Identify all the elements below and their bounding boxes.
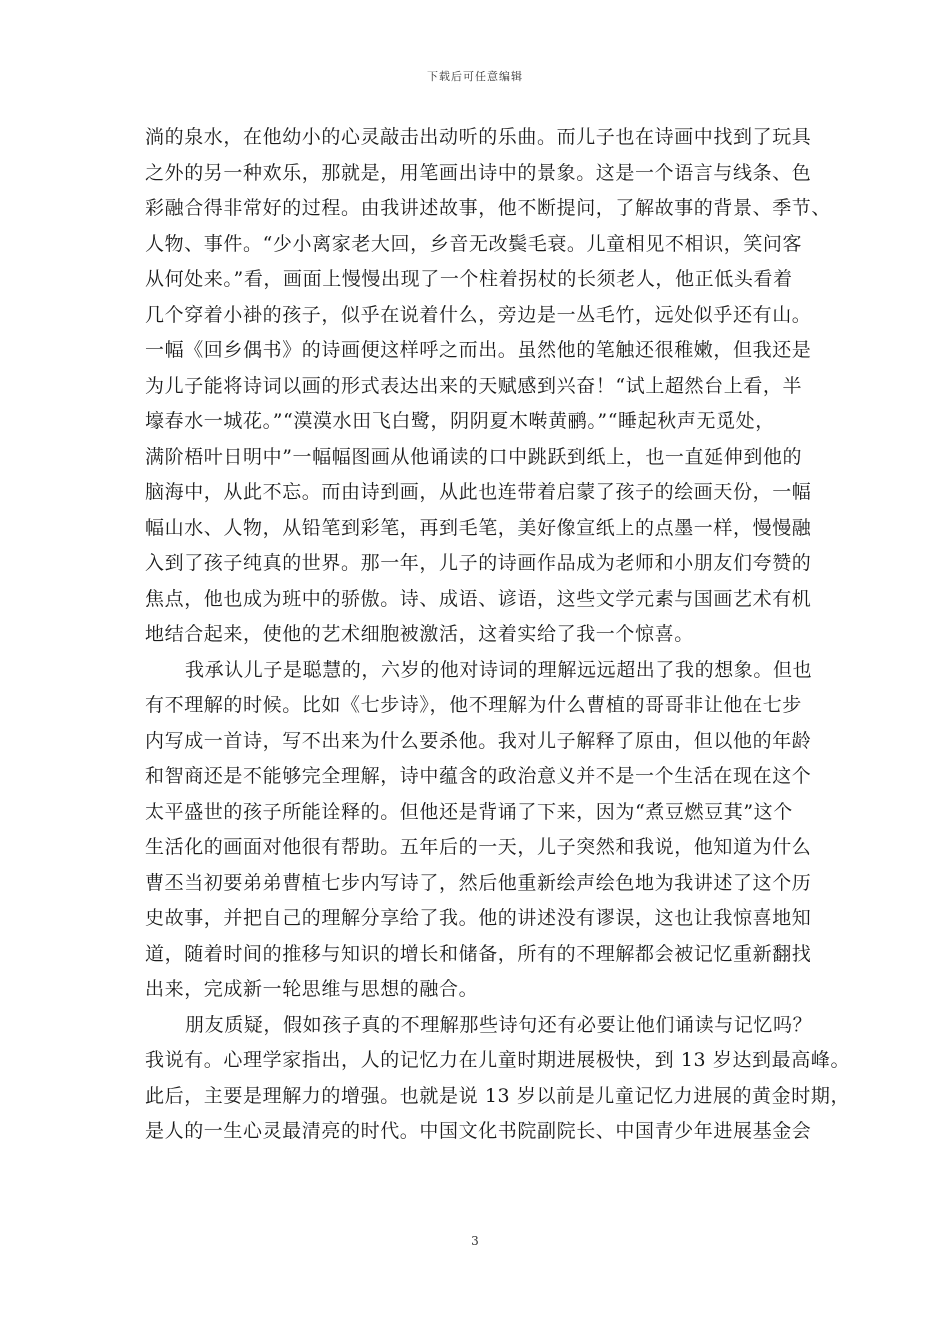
text-line: 满阶梧叶日明中”一幅幅图画从他诵读的口中跳跃到纸上，也一直延伸到他的 [145,445,803,468]
text-line: 我说有。心理学家指出，人的记忆力在儿童时期进展极快，到 13 岁达到最高峰。 [145,1049,851,1071]
text-line: 生活化的画面对他很有帮助。五年后的一天，儿子突然和我说，他知道为什么 [145,836,812,858]
text-line: 曹丕当初要弟弟曹植七步内写诗了，然后他重新绘声绘色地为我讲述了这个历 [145,871,812,894]
text-line: 壕春水一城花。”“漠漠水田飞白鹭，阴阴夏木啭黄鹂。”“睡起秋声无觅处， [145,410,775,432]
text-line: 一幅《回乡偶书》的诗画便这样呼之而出。虽然他的笔触还很稚嫩，但我还是 [145,339,812,361]
text-line: 幅山水、人物，从铅笔到彩笔，再到毛笔，美好像宣纸上的点墨一样，慢慢融 [145,516,812,539]
text-line: 从何处来。”看，画面上慢慢出现了一个柱着拐杖的长须老人，他正低头看着 [145,268,793,290]
text-line: 之外的另一种欢乐，那就是，用笔画出诗中的景象。这是一个语言与线条、色 [145,161,812,184]
text-line: 几个穿着小褂的孩子，似乎在说着什么，旁边是一丛毛竹，远处似乎还有山。 [145,303,812,326]
text-line: 此后，主要是理解力的增强。也就是说 13 岁以前是儿童记忆力进展的黄金时期， [145,1084,851,1107]
text-line: 焦点，他也成为班中的骄傲。诗、成语、谚语，这些文学元素与国画艺术有机 [145,587,812,610]
paragraph-start-line: 朋友质疑，假如孩子真的不理解那些诗句还有必要让他们诵读与记忆吗？ [185,1013,813,1036]
text-line: 人物、事件。“少小离家老大回，乡音无改鬓毛衰。儿童相见不相识，笑问客 [145,232,803,255]
text-line: 是人的一生心灵最清亮的时代。中国文化书院副院长、中国青少年进展基金会 [145,1120,812,1142]
text-line: 内写成一首诗，写不出来为什么要杀他。我对儿子解释了原由，但以他的年龄 [145,729,812,752]
paragraph-start-line: 我承认儿子是聪慧的，六岁的他对诗词的理解远远超出了我的想象。但也 [185,658,813,681]
text-line: 彩融合得非常好的过程。由我讲述故事，他不断提问，了解故事的背景、季节、 [145,197,832,219]
text-line: 为儿子能将诗词以画的形式表达出来的天赋感到兴奋！“试上超然台上看，半 [145,374,803,397]
text-line: 有不理解的时候。比如《七步诗》，他不理解为什么曹植的哥哥非让他在七步 [145,694,802,716]
text-line: 淌的泉水，在他幼小的心灵敲击出动听的乐曲。而儿子也在诗画中找到了玩具 [145,126,812,148]
text-line: 地结合起来，使他的艺术细胞被激活，这着实给了我一个惊喜。 [145,623,694,645]
page-number: 3 [471,1234,479,1248]
text-line: 出来，完成新一轮思维与思想的融合。 [145,978,479,1000]
text-line: 太平盛世的孩子所能诠释的。但他还是背诵了下来，因为“煮豆燃豆萁”这个 [145,800,793,823]
text-line: 史故事，并把自己的理解分享给了我。他的讲述没有谬误，这也让我惊喜地知 [145,907,812,929]
document-body [145,120,851,1150]
text-line: 入到了孩子纯真的世界。那一年，儿子的诗画作品成为老师和小朋友们夸赞的 [145,552,812,574]
page-header: 下载后可任意编辑 [427,70,523,83]
text-line: 脑海中，从此不忘。而由诗到画，从此也连带着启蒙了孩子的绘画天份，一幅 [145,481,812,503]
text-line: 道，随着时间的推移与知识的增长和储备，所有的不理解都会被记忆重新翻找 [145,942,812,965]
text-line: 和智商还是不能够完全理解，诗中蕴含的政治意义并不是一个生活在现在这个 [145,765,812,787]
